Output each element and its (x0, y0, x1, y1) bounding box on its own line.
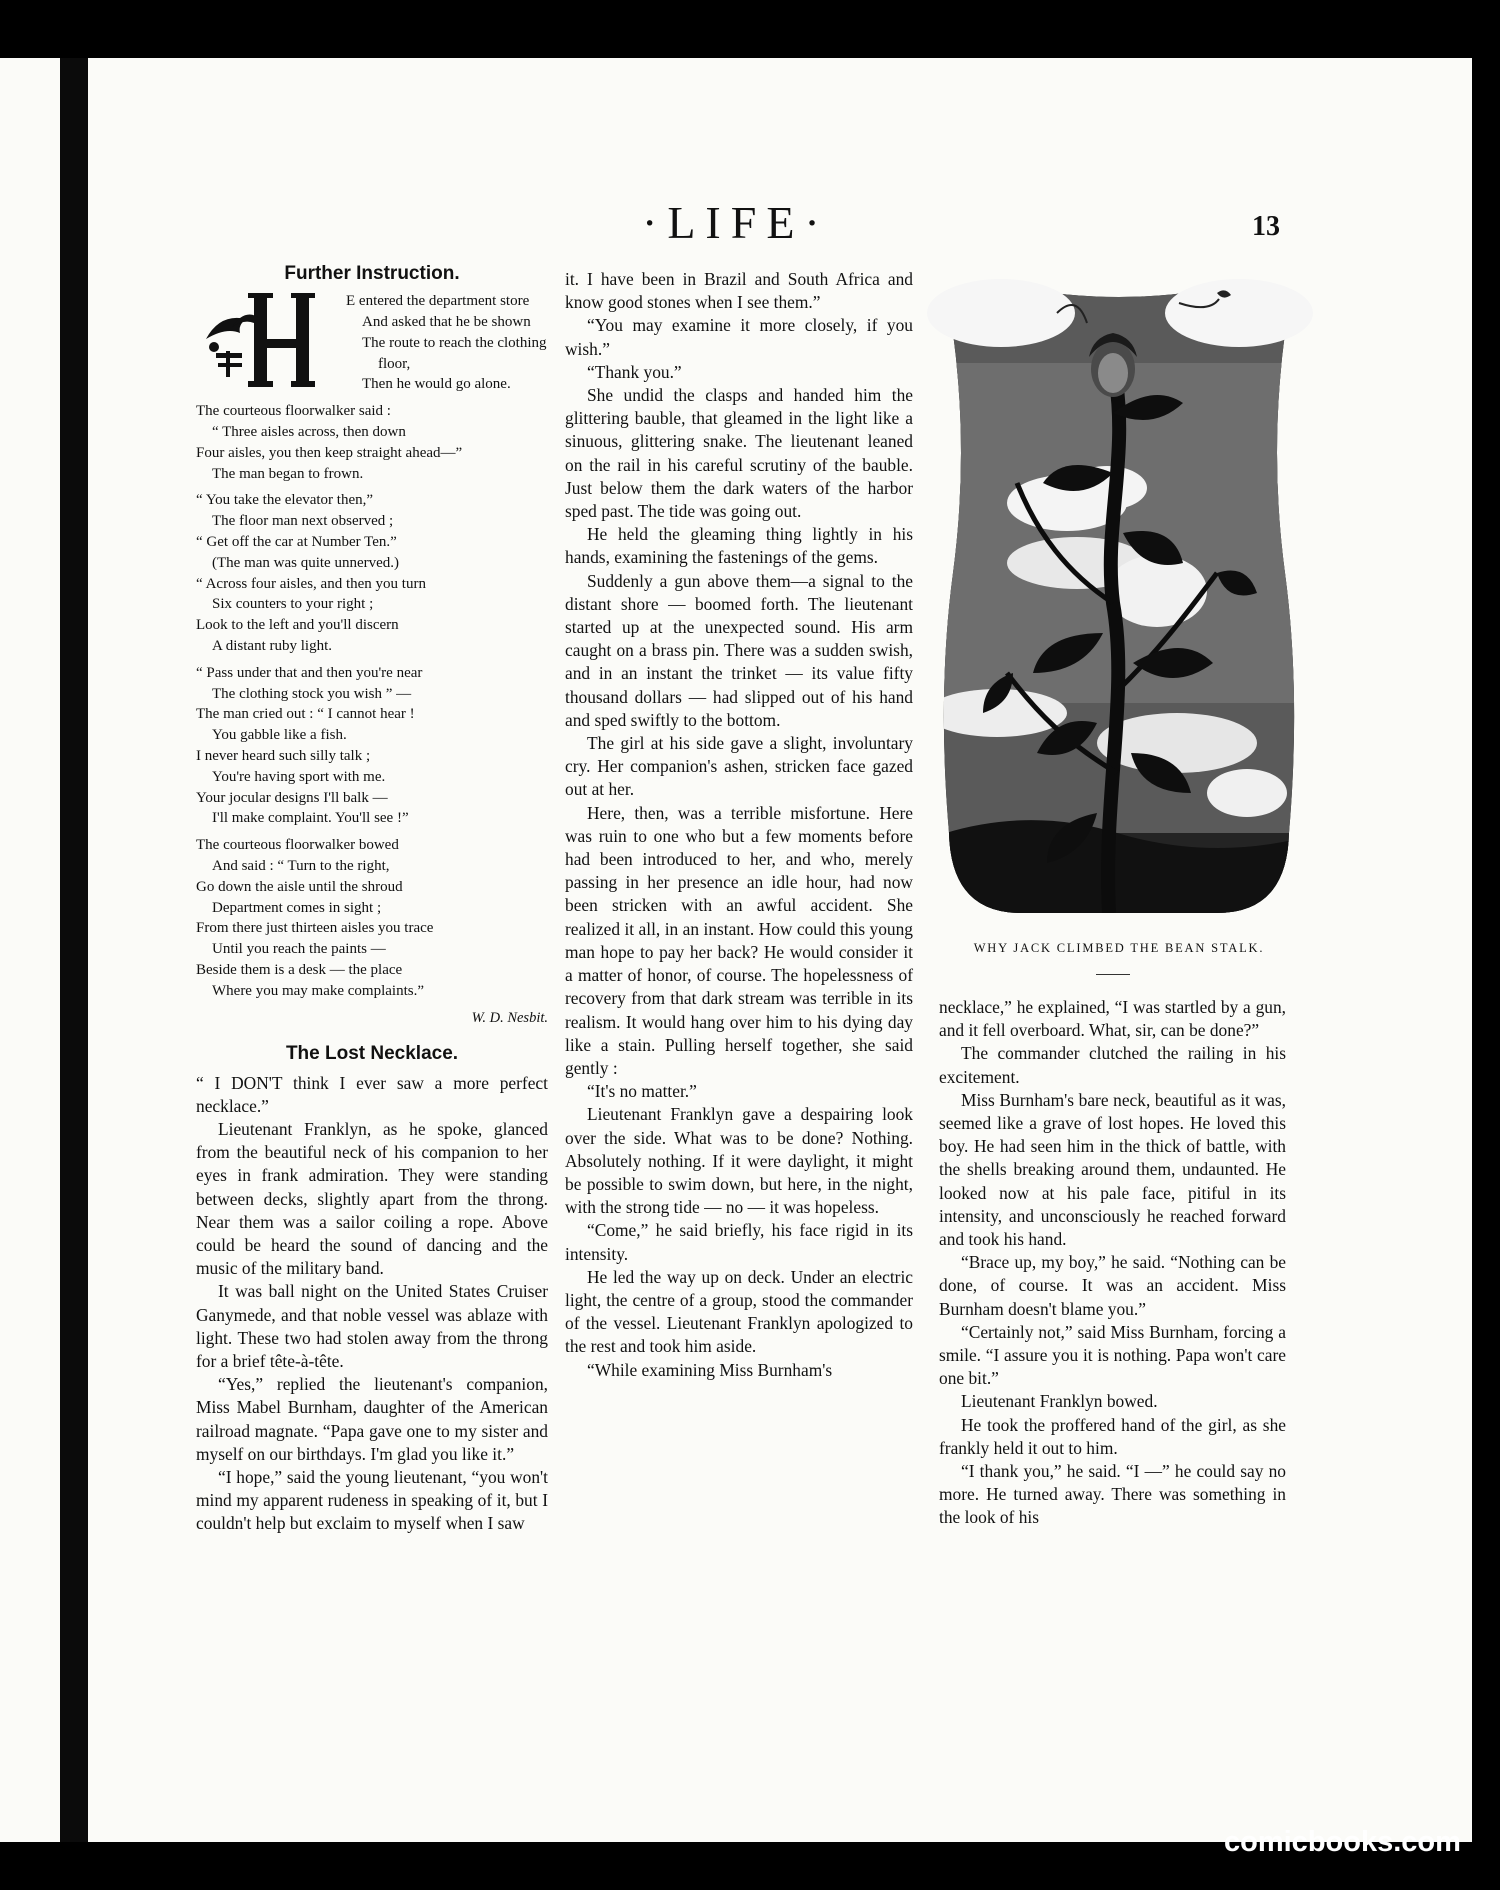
poem-stanza (196, 835, 548, 1001)
story-paragraph: “While examining Miss Burnham's (587, 1359, 833, 1380)
story-paragraph: “You may examine it more closely, if you wish.” (565, 315, 913, 359)
story-paragraph: “Thank you.” (587, 361, 682, 382)
poem-line: You're having sport with me. (212, 768, 386, 785)
poem-line: Four aisles, you then keep straight ahead—” (196, 444, 463, 461)
poem-line: Where you may make complaints.” (212, 982, 425, 999)
poem-line: You gabble like a fish. (212, 727, 347, 744)
caption-divider (1096, 974, 1130, 975)
poem-line: E entered the department store (346, 293, 530, 310)
story-paragraph: “I hope,” said the young lieutenant, “you won't mind my apparent rudeness in speaking of it, but I couldn't help but exclaim to myself when I saw (196, 1466, 548, 1534)
poem-line: (The man was quite unnerved.) (212, 554, 400, 571)
story-paragraph: Lieutenant Franklyn bowed. (961, 1391, 1158, 1412)
poem-line: “ Three aisles across, then down (212, 423, 406, 440)
story-paragraph: “Yes,” replied the lieutenant's companion, Miss Mabel Burnham, daughter of the American railroad magnate. “Papa gave one to my sister and myself on our birthdays. I'm glad you like it.” (196, 1374, 548, 1464)
story-title: The Lost Necklace. (285, 1043, 459, 1065)
poem-line: The courteous floorwalker said : (196, 403, 391, 420)
magazine-title: ·LIFE· (642, 197, 830, 248)
story-paragraph: She undid the clasps and handed him the glittering bauble, that gleamed in the light like a sinuous, glittering snake. The lieutenant leaned on the rail in his careful scrutiny of the bauble. Just below them the dark waters of the harbor sped past. The tide was going out. (565, 385, 913, 522)
poem-line: Until you reach the paints — (212, 941, 386, 958)
poem-line: From there just thirteen aisles you trace (196, 920, 434, 937)
story-paragraph: “I thank you,” he said. “I —” he could say no more. He turned away. There was something in the look of his (939, 1461, 1286, 1528)
poem-line: I never heard such silly talk ; (196, 747, 371, 764)
poem-line: Go down the aisle until the shroud (196, 878, 403, 895)
story-paragraph: “It's no matter.” (587, 1081, 697, 1102)
poem-author: W. D. Nesbit. (471, 1009, 548, 1026)
story-paragraph: “Brace up, my boy,” he said. “Nothing can be done, of course. It was an accident. Miss Burnham doesn't blame you.” (939, 1252, 1286, 1319)
poem-line: And said : “ Turn to the right, (212, 857, 390, 874)
poem-line: Beside them is a desk — the place (196, 961, 403, 978)
source-watermark: comicbooks.com (1224, 1826, 1461, 1858)
poem-line: The man cried out : “ I cannot hear ! (196, 706, 415, 723)
poem-line: “ You take the elevator then,” (196, 492, 374, 509)
story-paragraph: The commander clutched the railing in his excitement. (939, 1043, 1286, 1087)
story-paragraph: Miss Burnham's bare neck, beautiful as it was, seemed like a grave of lost hopes. He loved this boy. He had seen him in the thick of battle, with the shells breaking around them, undaunted. He looked now at his pale face, pitiful in its intensity, and unconsciously he reached forward and took his hand. (939, 1089, 1286, 1250)
poem-line: “ Get off the car at Number Ten.” (196, 533, 397, 550)
poem-line: Department comes in sight ; (212, 899, 382, 916)
story-paragraph: He took the proffered hand of the girl, as she frankly held it out to him. (939, 1414, 1286, 1458)
facing-page-edge (0, 58, 60, 1842)
poem-line: The courteous floorwalker bowed (196, 837, 399, 854)
poem-line: The clothing stock you wish ” — (212, 685, 412, 702)
story-paragraph: “ I DON'T think I ever saw a more perfect necklace.” (196, 1072, 548, 1116)
story-paragraph: necklace,” he explained, “I was startled by a gun, and it fell overboard. What, sir, can be done?” (939, 997, 1286, 1041)
story-paragraph: it. I have been in Brazil and South Africa and know good stones when I see them.” (565, 269, 913, 313)
poem-stanza (196, 663, 548, 829)
poem-line: The man began to frown. (212, 465, 364, 482)
column-3 (939, 996, 1286, 1530)
poem-line: The floor man next observed ; (212, 513, 394, 530)
illustration-caption: WHY JACK CLIMBED THE BEAN STALK. (973, 941, 1265, 955)
story-paragraph: Lieutenant Franklyn gave a despairing look over the side. What was to be done? Nothing. Absolutely nothing. If it were daylight, it might be possible to swim down, but here, in the night, with the strong tide — no — it was hopeless. (565, 1104, 913, 1218)
beanstalk-illustration (917, 273, 1321, 921)
story-paragraph: Suddenly a gun above them—a signal to the distant shore — boomed forth. The lieutenant started up at the unexpected sound. His arm caught on a brass pin. There was a sudden swish, and in an instant the trinket — its value fifty thousand dollars — had slipped out of his hand and sped swiftly to the bottom. (565, 570, 913, 730)
poem (196, 291, 548, 1028)
poem-line: The route to reach the clothing (362, 334, 547, 351)
poem-stanza (196, 401, 548, 484)
poem-line: Then he would go alone. (362, 376, 511, 393)
story-paragraph: “Certainly not,” said Miss Burnham, forcing a smile. “I assure you it is nothing. Papa won't care one bit.” (939, 1321, 1286, 1389)
book-spine (60, 58, 88, 1842)
poem-line: A distant ruby light. (212, 637, 332, 654)
poem-stanza (196, 490, 548, 656)
story-paragraph: Here, then, was a terrible misfortune. Here was ruin to one who but a few moments before had been introduced to her, and who, merely passing in her presence an idle hour, had now been stricken with an awful accident. She realized it all, in an instant. How could this young man hope to pay her back? He would consider it a matter of honor, of course. The hopelessness of recovery from that dark stream was terrible in its realism. It would hang over him to his dying day like a stain. Pulling herself together, she said gently : (565, 802, 913, 1078)
poem-line: Your jocular designs I'll balk — (196, 789, 388, 806)
poem-line: Look to the left and you'll discern (196, 617, 399, 634)
story-paragraph: “Come,” he said briefly, his face rigid in its intensity. (565, 1220, 913, 1264)
page-number: 13 (1252, 211, 1280, 242)
poem-line: floor, (378, 355, 411, 372)
story-paragraph: He led the way up on deck. Under an electric light, the centre of a group, stood the commander of the vessel. Lieutenant Franklyn apologized to the rest and took him aside. (565, 1266, 913, 1357)
story-paragraph: The girl at his side gave a slight, involuntary cry. Her companion's ashen, stricken face gazed out at her. (565, 733, 913, 800)
poem-title: Further Instruction. (284, 263, 460, 284)
story-paragraph: It was ball night on the United States Cruiser Ganymede, and that noble vessel was ablaze with light. These two had stolen away from the throng for a brief tête-à-tête. (196, 1281, 548, 1371)
column-2 (565, 268, 913, 1382)
poem-opening (196, 291, 548, 395)
poem-line: “ Pass under that and then you're near (196, 664, 423, 681)
decorated-initial-h (196, 291, 346, 389)
column-1 (196, 262, 548, 1536)
poem-line: I'll make complaint. You'll see !” (212, 810, 409, 827)
story-paragraph: Lieutenant Franklyn, as he spoke, glanced from the beautiful neck of his companion to her eyes in frank admiration. They were standing between decks, slightly apart from the throng. Near them was a sailor coiling a rope. Above could be heard the sound of dancing and the music of the military band. (196, 1118, 548, 1279)
poem-line: “ Across four aisles, and then you turn (196, 575, 426, 592)
poem-line: Six counters to your right ; (212, 596, 374, 613)
poem-line: And asked that he be shown (362, 314, 531, 330)
story-paragraph: He held the gleaming thing lightly in his hands, examining the fastenings of the gems. (565, 524, 913, 568)
